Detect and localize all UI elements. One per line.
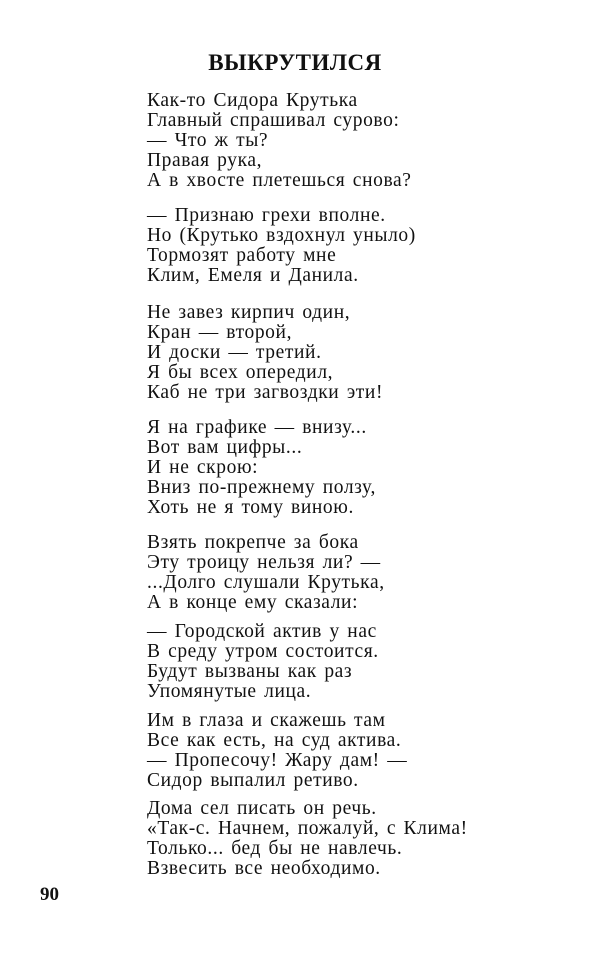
poem-line: Дома сел писать он речь. [147,798,377,819]
stanza [147,206,416,286]
poem-line: Все как есть, на суд актива. [147,730,402,751]
poem-line: Правая рука, [147,150,263,171]
poem-line: Каб не три загвоздки эти! [147,382,384,403]
poem-line: ...Долго слушали Крутька, [147,572,385,593]
poem-line: Тормозят работу мне [147,245,337,266]
poem-line: И не скрою: [147,457,259,478]
poem-line: Главный спрашивал сурово: [147,110,400,131]
poem-line: Хоть не я тому виною. [147,497,354,518]
poem-line: — Городской актив у нас [147,621,377,642]
poem-line: А в хвосте плетешься снова? [147,170,412,191]
poem-line: Только... бед бы не навлечь. [147,838,403,859]
poem-line: Вниз по-прежнему ползу, [147,477,376,498]
stanza [147,799,468,879]
poem-line: Не завез кирпич один, [147,302,351,323]
poem-line: Кран — второй, [147,322,293,343]
stanza [147,303,383,403]
poem-title: ВЫКРУТИЛСЯ [208,50,382,75]
stanza [147,533,385,613]
poem-line: Сидор выпалил ретиво. [147,770,359,791]
poem-line: — Признаю грехи вполне. [147,205,386,226]
poem-line: В среду утром состоится. [147,641,379,662]
poem-line: И доски — третий. [147,342,322,363]
poem-line: Как-то Сидора Крутька [147,90,358,111]
stanza [147,418,376,518]
stanza [147,622,379,702]
poem-line: — Пропесочу! Жару дам! — [147,750,408,771]
poem-line: «Так-с. Начнем, пожалуй, с Клима! [147,818,468,839]
poem-line: Взять покрепче за бока [147,532,359,553]
stanza [147,711,407,791]
poem-line: Я бы всех опередил, [147,362,334,383]
poem-line: Клим, Емеля и Данила. [147,265,359,286]
poem-line: А в конце ему сказали: [147,592,359,613]
poem-line: Упомянутые лица. [147,681,312,702]
poem-line: — Что ж ты? [147,130,269,151]
poem-line: Но (Крутько вздохнул уныло) [147,225,416,246]
poem-line: Вот вам цифры... [147,437,303,458]
poem-line: Будут вызваны как раз [147,661,353,682]
poem-line: Взвесить все необходимо. [147,858,381,879]
poem-line: Я на графике — внизу... [147,417,367,438]
page-number: 90 [40,884,59,905]
stanza [147,91,412,191]
poem-line: Им в глаза и скажешь там [147,710,386,731]
poem-line: Эту троицу нельзя ли? — [147,552,381,573]
